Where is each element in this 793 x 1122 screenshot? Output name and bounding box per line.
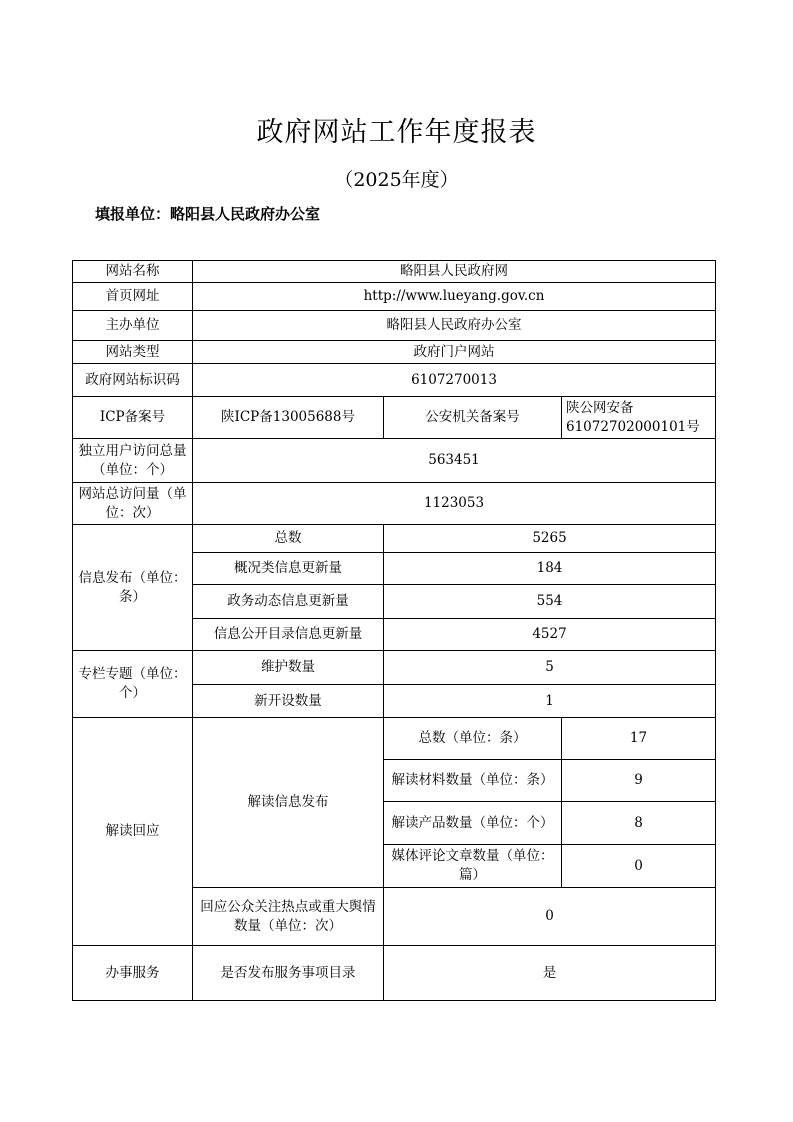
interp-total-value: 17 xyxy=(562,718,716,760)
interpretation-publish-label: 解读信息发布 xyxy=(193,718,384,888)
site-name-label: 网站名称 xyxy=(73,261,193,283)
icp-value: 陕ICP备13005688号 xyxy=(193,397,384,439)
interp-total-label: 总数（单位：条） xyxy=(384,718,562,760)
site-id-label: 政府网站标识码 xyxy=(73,364,193,397)
report-table xyxy=(72,260,716,1001)
interp-media-value: 0 xyxy=(562,845,716,888)
police-record-label: 公安机关备案号 xyxy=(384,397,562,439)
info-news-label: 政务动态信息更新量 xyxy=(193,585,384,619)
info-total-label: 总数 xyxy=(193,525,384,553)
interp-media-label: 媒体评论文章数量（单位：篇） xyxy=(384,845,562,888)
interp-material-label: 解读材料数量（单位：条） xyxy=(384,760,562,802)
page-views-label: 网站总访问量（单位：次） xyxy=(73,483,193,525)
info-total-value: 5265 xyxy=(384,525,716,553)
homepage-value: http://www.lueyang.gov.cn xyxy=(193,283,716,311)
column-maintain-value: 5 xyxy=(384,651,716,685)
report-title: 政府网站工作年度报表 xyxy=(256,117,537,148)
service-label: 办事服务 xyxy=(73,946,193,1001)
unique-visitors-value: 563451 xyxy=(193,439,716,483)
info-overview-value: 184 xyxy=(384,553,716,585)
unique-visitors-label: 独立用户访问总量（单位：个） xyxy=(73,439,193,483)
column-new-label: 新开设数量 xyxy=(193,685,384,718)
homepage-label: 首页网址 xyxy=(73,283,193,311)
interp-product-label: 解读产品数量（单位：个） xyxy=(384,802,562,845)
column-label: 专栏专题（单位：个） xyxy=(73,651,193,718)
interp-material-value: 9 xyxy=(562,760,716,802)
info-catalog-label: 信息公开目录信息更新量 xyxy=(193,619,384,651)
site-name-value: 略阳县人民政府网 xyxy=(193,261,716,283)
report-year: （2025年度） xyxy=(334,169,459,191)
police-record-value: 陕公网安备61072702000101号 xyxy=(562,397,716,439)
sponsor-label: 主办单位 xyxy=(73,311,193,341)
site-type-value: 政府门户网站 xyxy=(193,341,716,364)
site-id-value: 6107270013 xyxy=(193,364,716,397)
info-news-value: 554 xyxy=(384,585,716,619)
respond-label: 回应公众关注热点或重大舆情数量（单位：次） xyxy=(193,888,384,946)
sponsor-value: 略阳县人民政府办公室 xyxy=(193,311,716,341)
icp-label: ICP备案号 xyxy=(73,397,193,439)
info-catalog-value: 4527 xyxy=(384,619,716,651)
info-publish-label: 信息发布（单位：条） xyxy=(73,525,193,651)
info-overview-label: 概况类信息更新量 xyxy=(193,553,384,585)
filing-unit: 填报单位：略阳县人民政府办公室 xyxy=(95,205,321,223)
interpretation-label: 解读回应 xyxy=(73,718,193,946)
column-new-value: 1 xyxy=(384,685,716,718)
site-type-label: 网站类型 xyxy=(73,341,193,364)
service-catalog-label: 是否发布服务事项目录 xyxy=(193,946,384,1001)
service-catalog-value: 是 xyxy=(384,946,716,1001)
interp-product-value: 8 xyxy=(562,802,716,845)
page-views-value: 1123053 xyxy=(193,483,716,525)
column-maintain-label: 维护数量 xyxy=(193,651,384,685)
respond-value: 0 xyxy=(384,888,716,946)
